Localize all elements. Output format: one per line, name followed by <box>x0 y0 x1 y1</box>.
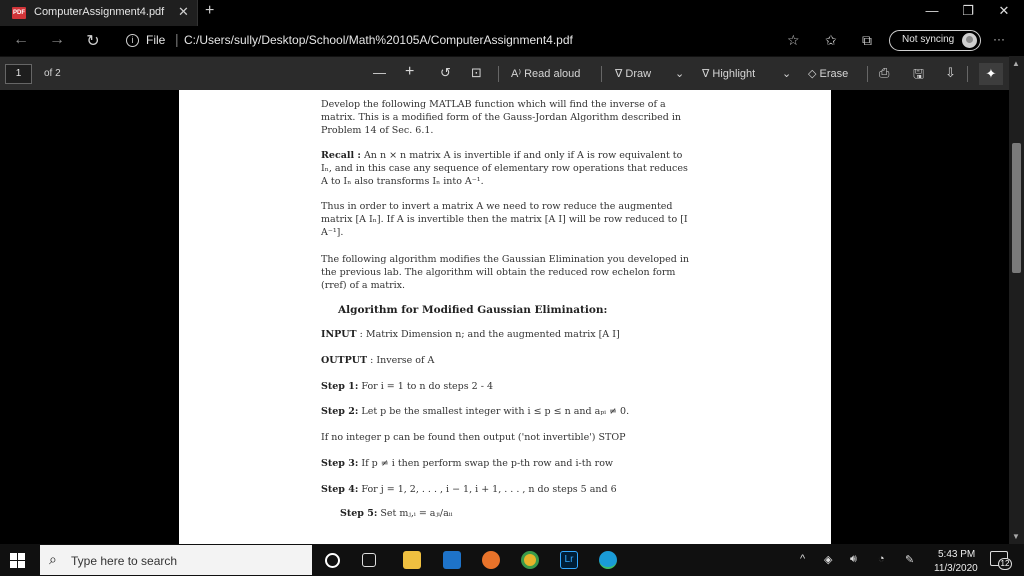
output-label: OUTPUT <box>321 355 368 366</box>
profile-sync-button[interactable] <box>889 30 981 51</box>
zoom-in-button[interactable]: + <box>405 63 415 80</box>
toolbar-divider <box>967 66 968 82</box>
recall-text: An n × n matrix A is invertible if and only if A is row equivalent to Iₙ, and in this case any sequence of elementary row operations that reduces A to Iₙ also transforms Iₙ into A⁻¹. <box>321 150 688 187</box>
new-tab-button[interactable]: + <box>205 2 215 19</box>
tab-title: ComputerAssignment4.pdf <box>34 6 165 18</box>
draw-icon: ∇ <box>615 68 623 80</box>
step-2-label: Step 2: <box>321 406 359 417</box>
highlight-button[interactable] <box>702 67 755 80</box>
zoom-out-button[interactable]: — <box>373 65 386 80</box>
avatar-icon <box>962 33 977 48</box>
step-1 <box>321 381 493 392</box>
address-bar <box>0 26 1024 56</box>
windows-start-icon[interactable] <box>10 553 25 568</box>
fit-page-icon[interactable]: ⊡ <box>471 65 482 80</box>
toolbar-divider <box>867 66 868 82</box>
clock-date[interactable]: 11/3/2020 <box>934 563 978 574</box>
pdf-file-icon: PDF <box>12 7 26 19</box>
firefox-icon[interactable] <box>482 551 500 569</box>
pdf-toolbar <box>0 56 1024 90</box>
mail-icon[interactable] <box>443 551 461 569</box>
step-4 <box>321 484 617 495</box>
url-field[interactable]: C:/Users/sully/Desktop/School/Math%20105A/ComputerAssignment4.pdf <box>184 33 573 47</box>
search-placeholder: Type here to search <box>71 554 178 568</box>
page-total-label: of 2 <box>44 68 61 79</box>
file-explorer-icon[interactable] <box>403 551 421 569</box>
highlight-label: Highlight <box>712 68 756 80</box>
read-aloud-label: Read aloud <box>524 68 581 80</box>
sync-status-label: Not syncing <box>902 34 955 45</box>
address-separator: | <box>175 31 179 47</box>
more-options-icon[interactable]: ··· <box>993 32 1005 46</box>
pin-toolbar-icon[interactable]: ✦ <box>979 63 1003 85</box>
toolbar-divider <box>601 66 602 82</box>
input-text: : Matrix Dimension n; and the augmented matrix [A I] <box>356 329 620 340</box>
scroll-up-arrow-icon[interactable]: ▲ <box>1012 59 1020 68</box>
read-aloud-button[interactable] <box>511 67 580 80</box>
recall-paragraph <box>321 149 693 188</box>
step-5 <box>340 508 453 519</box>
close-tab-icon[interactable]: ✕ <box>178 4 189 19</box>
read-aloud-icon: A⁾ <box>511 68 522 80</box>
step-2-text: Let p be the smallest integer with i ≤ p ≤ n and aₚᵢ ≠ 0. <box>358 406 630 417</box>
input-line <box>321 329 620 340</box>
draw-options-chevron-icon[interactable]: ⌄ <box>675 68 685 80</box>
erase-label: Erase <box>819 68 849 80</box>
browser-tab[interactable] <box>0 0 198 26</box>
step-4-text: For j = 1, 2, . . . , i − 1, i + 1, . . . , n do steps 5 and 6 <box>358 484 617 495</box>
scrollbar-thumb[interactable] <box>1012 143 1021 273</box>
back-button[interactable]: ← <box>13 31 29 48</box>
maximize-button[interactable]: ❐ <box>962 3 974 18</box>
favorites-icon[interactable]: ✩ <box>825 32 837 48</box>
volume-icon[interactable]: 🔊︎ <box>850 553 857 565</box>
edge-icon[interactable] <box>599 551 617 569</box>
add-favorite-icon[interactable]: ☆ <box>787 32 800 48</box>
step-3-text: If p ≠ i then perform swap the p-th row and i-th row <box>358 458 614 469</box>
close-window-button[interactable]: ✕ <box>998 3 1010 18</box>
network-icon[interactable]: ◈ <box>824 554 833 566</box>
step-3 <box>321 458 613 469</box>
taskbar-search-box[interactable] <box>40 545 312 575</box>
output-text: : Inverse of A <box>367 355 435 366</box>
clock-time[interactable]: 5:43 PM <box>938 549 976 560</box>
scheme-label: File <box>146 33 166 47</box>
highlight-options-chevron-icon[interactable]: ⌄ <box>782 68 792 80</box>
chrome-icon[interactable] <box>521 551 539 569</box>
draw-button[interactable] <box>615 67 651 80</box>
lightroom-icon[interactable]: Lr <box>560 551 578 569</box>
thus-paragraph: Thus in order to invert a matrix A we need to row reduce the augmented matrix [A Iₙ]. If A is invertible then the matrix [A I] will be row reduced to [I A⁻¹]. <box>321 201 688 238</box>
step-1-text: For i = 1 to n do steps 2 - 4 <box>358 381 493 392</box>
toolbar-divider <box>498 66 499 82</box>
title-bar <box>0 0 1024 26</box>
algorithm-heading: Algorithm for Modified Gaussian Elimination: <box>338 304 608 316</box>
erase-button[interactable] <box>808 67 848 80</box>
minimize-button[interactable]: — <box>925 3 939 18</box>
cortana-icon[interactable] <box>325 553 340 568</box>
erase-icon: ◇ <box>808 68 817 80</box>
tray-expand-icon[interactable]: ^ <box>800 553 806 565</box>
collections-icon[interactable]: ⧉ <box>862 32 872 48</box>
notification-count-badge: 12 <box>998 558 1012 570</box>
forward-button[interactable]: → <box>49 31 65 48</box>
input-label: INPUT <box>321 329 357 340</box>
not-invertible-line: If no integer p can be found then output ('not invertible') STOP <box>321 432 626 443</box>
step-4-label: Step 4: <box>321 484 359 495</box>
task-view-icon[interactable] <box>362 553 376 567</box>
pdf-viewer[interactable] <box>0 90 1024 544</box>
pen-icon[interactable]: ✎ <box>905 554 915 566</box>
rotate-icon[interactable]: ↺ <box>440 65 451 80</box>
scroll-down-arrow-icon[interactable]: ▼ <box>1012 532 1020 541</box>
vertical-scrollbar[interactable] <box>1009 56 1024 544</box>
info-icon[interactable]: i <box>126 34 139 47</box>
step-5-label: Step 5: <box>340 508 378 519</box>
intro-paragraph: Develop the following MATLAB function which will find the inverse of a matrix. This is a modified form of the Gauss-Jordan Algorithm described in Problem 14 of Sec. 6.1. <box>321 99 681 136</box>
save-icon[interactable]: 🖫 <box>913 66 925 81</box>
draw-label: Draw <box>625 68 652 80</box>
highlight-icon: ∇ <box>702 68 710 80</box>
save-as-icon[interactable]: ⇩ <box>945 65 956 80</box>
step-3-label: Step 3: <box>321 458 359 469</box>
output-line <box>321 355 434 366</box>
wifi-icon[interactable]: ◔ <box>878 553 885 565</box>
following-paragraph: The following algorithm modifies the Gaussian Elimination you developed in the previous lab. The algorithm will obtain the reduced row echelon form (rref) of a matrix. <box>321 254 689 291</box>
step-1-label: Step 1: <box>321 381 359 392</box>
search-icon: ⌕ <box>49 551 57 567</box>
step-2 <box>321 406 629 417</box>
pdf-page <box>179 90 831 544</box>
print-icon[interactable]: ⎙ <box>879 65 890 80</box>
recall-label: Recall : <box>321 150 361 161</box>
page-number-input[interactable]: 1 <box>5 64 32 84</box>
taskbar <box>0 544 1024 576</box>
refresh-button[interactable]: ↻ <box>86 33 100 50</box>
step-5-text: Set mⱼ,ᵢ = aⱼᵢ/aᵢᵢ <box>377 508 453 519</box>
